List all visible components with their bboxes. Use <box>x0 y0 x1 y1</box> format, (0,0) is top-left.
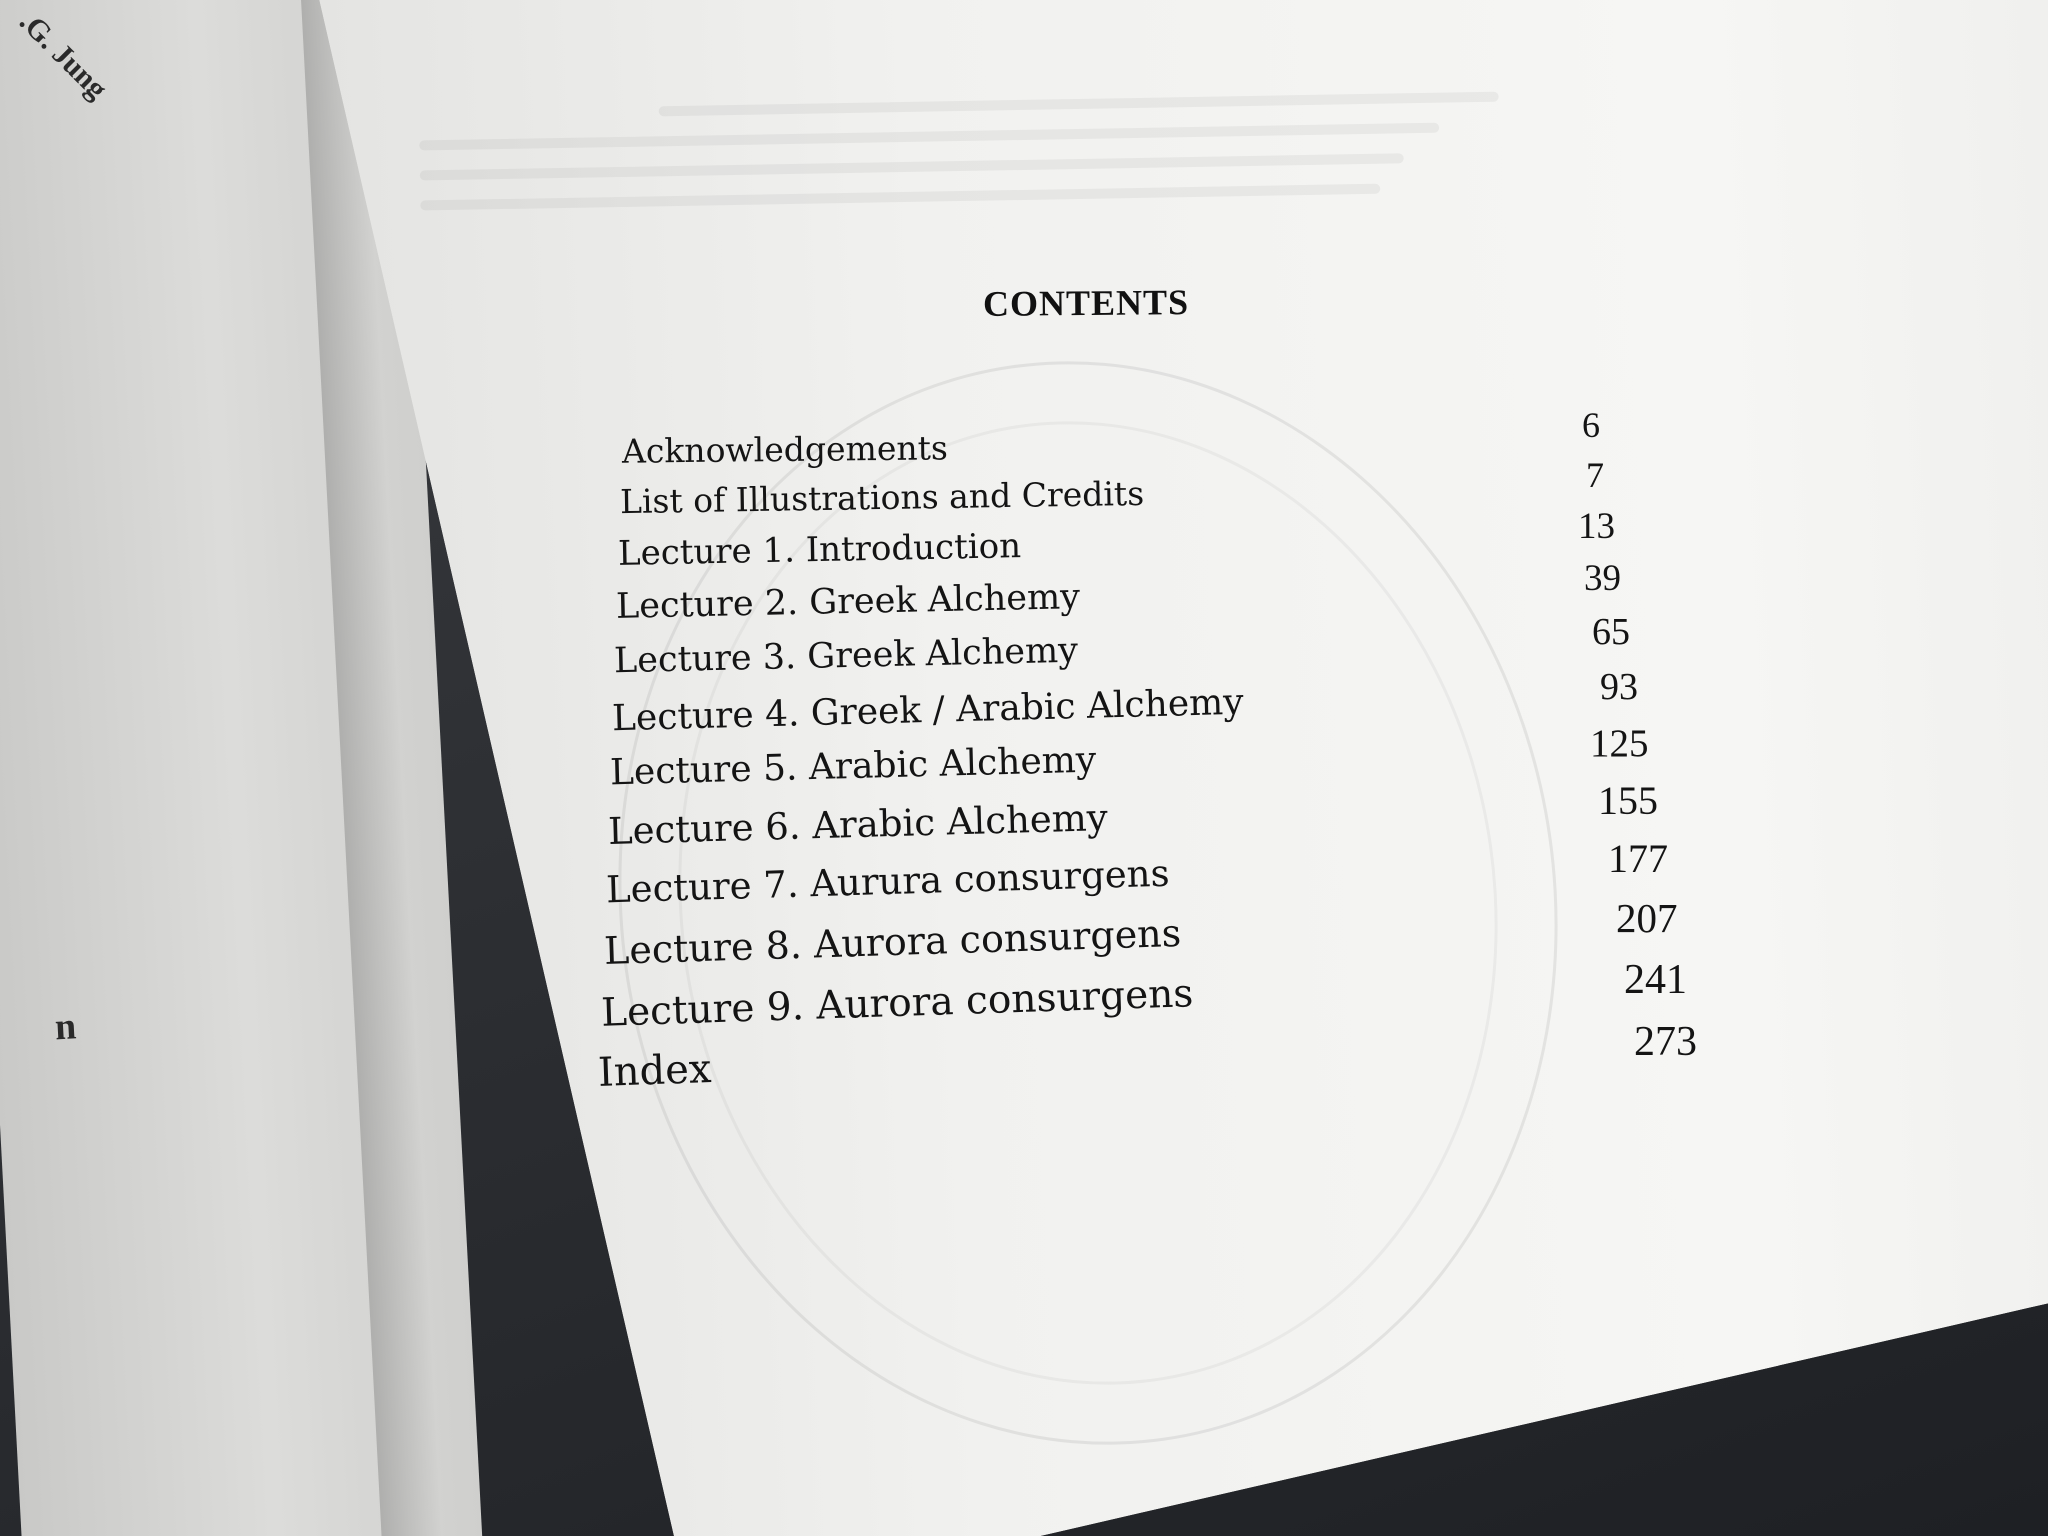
toc-page-number: 93 <box>1600 666 1638 708</box>
running-head: .G. Jung <box>13 4 114 106</box>
toc-entry-label: Lecture 7. Aurura consurgens <box>605 851 1171 912</box>
bleed-through-text <box>419 90 1622 271</box>
toc-page-number: 65 <box>1592 611 1630 653</box>
toc-page-number: 13 <box>1578 506 1615 547</box>
toc-entry-label: Lecture 9. Aurora consurgens <box>600 971 1195 1036</box>
toc-page-number: 207 <box>1616 895 1678 941</box>
toc-page-number: 273 <box>1634 1019 1697 1065</box>
page-edge-text: n <box>53 1005 78 1049</box>
toc-entry-label: Lecture 8. Aurora consurgens <box>603 910 1182 974</box>
toc-page-number: 6 <box>1582 405 1600 445</box>
toc-entry-label: List of Illustrations and Credits <box>619 473 1145 522</box>
toc-page-number: 155 <box>1598 778 1658 823</box>
toc-entry-label: Lecture 6. Arabic Alchemy <box>607 796 1109 853</box>
toc-entry-label: Acknowledgements <box>621 428 949 471</box>
toc-page-number: 177 <box>1608 836 1668 881</box>
toc-entry-label: Index <box>597 1046 713 1096</box>
toc-entry-label: Lecture 4. Greek / Arabic Alchemy <box>611 681 1245 740</box>
toc-page-number: 7 <box>1586 455 1604 495</box>
contents-heading: CONTENTS <box>982 282 1190 324</box>
toc-entry-label: Lecture 1. Introduction <box>617 526 1022 574</box>
toc-page-number: 39 <box>1584 558 1621 599</box>
toc-entry-label: Lecture 3. Greek Alchemy <box>613 630 1079 682</box>
toc-page-number: 241 <box>1624 957 1687 1003</box>
toc-entry-label: Lecture 2. Greek Alchemy <box>615 577 1081 627</box>
toc-page-number: 125 <box>1590 722 1649 765</box>
toc-entry-label: Lecture 5. Arabic Alchemy <box>609 739 1097 794</box>
